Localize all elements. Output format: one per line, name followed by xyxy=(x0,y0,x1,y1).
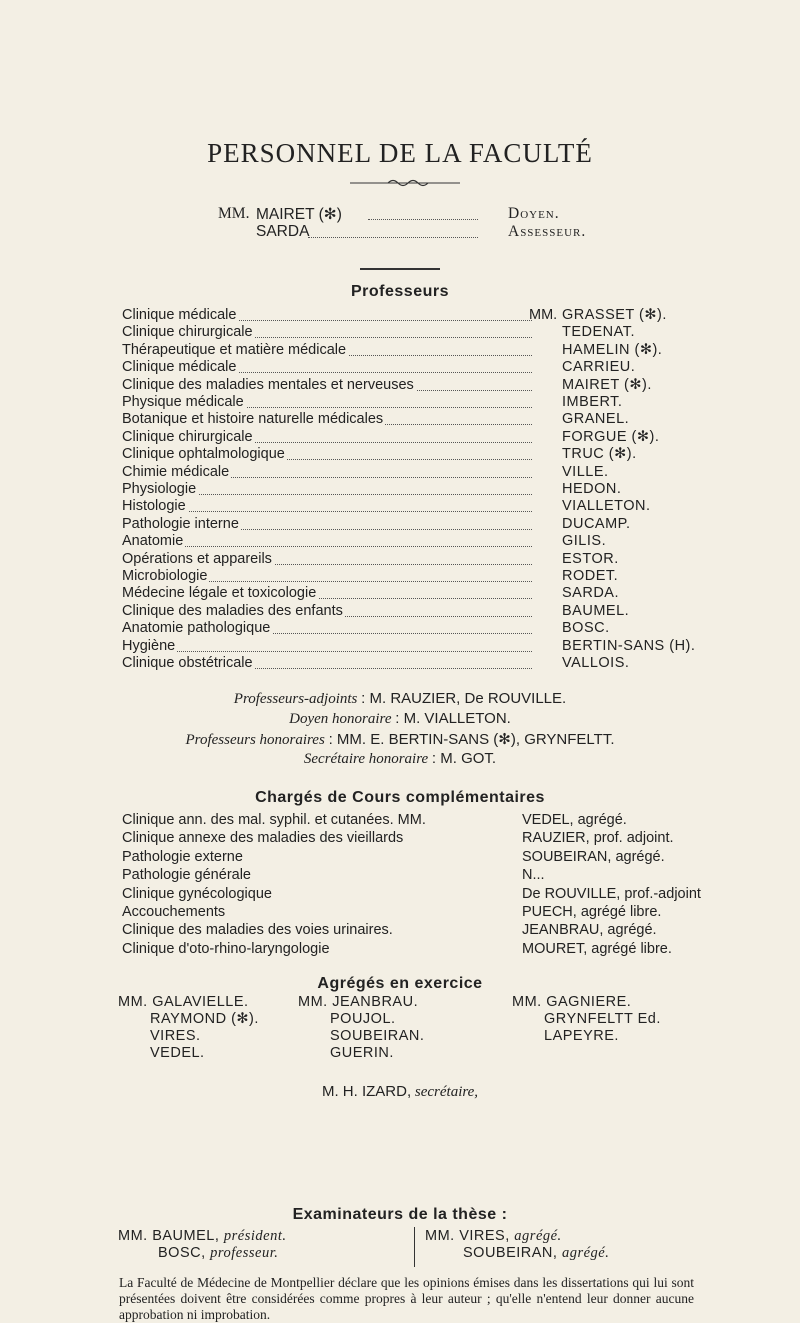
charge-row xyxy=(122,867,702,885)
assessor-role: Assesseur. xyxy=(508,223,587,240)
lecturer-name: VEDEL, agrégé. xyxy=(522,812,627,828)
professeur-row xyxy=(122,394,682,412)
charges-heading: Chargés de Cours complémentaires xyxy=(255,789,545,806)
honor-label: Secrétaire honoraire xyxy=(303,751,429,767)
examinateur-row xyxy=(425,1245,609,1262)
professor-name: ESTOR. xyxy=(562,550,619,567)
examinateurs-left xyxy=(118,1228,287,1262)
course-subject: Clinique annexe des maladies des vieillards xyxy=(122,830,404,847)
examinateur-name: MM. BAUMEL, xyxy=(118,1228,220,1244)
professor-name: GILIS. xyxy=(562,533,607,550)
charge-row xyxy=(122,904,702,922)
professeur-row xyxy=(122,568,682,586)
course-subject: Physiologie xyxy=(122,481,197,497)
examinateurs-heading: Examinateurs de la thèse : xyxy=(292,1206,508,1223)
professeur-row xyxy=(122,324,682,342)
course-subject: Botanique et histoire naturelle médicales xyxy=(122,411,384,428)
charge-row xyxy=(122,830,702,848)
professeur-row xyxy=(122,551,682,569)
charge-row xyxy=(122,922,702,940)
professeur-row xyxy=(122,359,682,377)
course-subject: Clinique ophtalmologique xyxy=(122,446,285,463)
course-subject: Clinique obstétricale xyxy=(122,655,253,671)
course-subject: Clinique des maladies des enfants xyxy=(122,602,343,619)
honor-text: : M. RAUZIER, De ROUVILLE. xyxy=(361,690,567,707)
professor-name: GRASSET (✻). xyxy=(562,307,667,323)
agrege-name: VIRES. xyxy=(150,1028,201,1044)
course-subject: Histologie xyxy=(122,498,186,515)
agreges-column-1 xyxy=(118,994,259,1062)
agrege-name: GRYNFELTT Ed. xyxy=(544,1011,661,1027)
examinateurs-divider xyxy=(414,1227,415,1267)
professor-name: HAMELIN (✻). xyxy=(562,341,663,358)
examinateur-name: MM. VIRES, xyxy=(425,1228,510,1244)
agreges-heading: Agrégés en exercice xyxy=(317,975,483,992)
dean-prefix: MM. xyxy=(218,205,250,222)
professor-name: VILLE. xyxy=(562,463,609,480)
course-subject: Clinique ann. des mal. syphil. et cutanées. MM. xyxy=(122,812,426,828)
professor-name: IMBERT. xyxy=(562,394,623,410)
professeur-row xyxy=(122,411,682,429)
professeur-row xyxy=(122,377,682,395)
examinateurs-right xyxy=(425,1228,609,1262)
assessor-name: SARDA xyxy=(256,223,310,240)
professor-name: CARRIEU. xyxy=(562,359,636,376)
course-subject: Clinique d'oto-rhino-laryngologie xyxy=(122,940,330,957)
dean-name: MAIRET (✻) xyxy=(256,206,342,223)
course-subject: Physique médicale xyxy=(122,394,244,410)
honor-line-1 xyxy=(0,690,800,708)
examinateur-role: agrégé. xyxy=(514,1228,562,1244)
agrege-name: MM. GALAVIELLE. xyxy=(118,994,249,1010)
professor-name: DUCAMP. xyxy=(562,515,631,532)
course-subject: Clinique médicale xyxy=(122,307,237,323)
course-subject: Pathologie générale xyxy=(122,867,251,884)
professeur-row xyxy=(122,516,682,534)
charge-row xyxy=(122,941,702,959)
professeur-row xyxy=(122,342,682,360)
professor-name: HEDON. xyxy=(562,481,622,497)
agrege-name: LAPEYRE. xyxy=(544,1028,619,1044)
examinateur-name: BOSC, xyxy=(158,1245,206,1261)
course-subject: Thérapeutique et matière médicale xyxy=(122,341,347,358)
page-title: PERSONNEL DE LA FACULTÉ xyxy=(207,138,593,168)
course-subject: Anatomie xyxy=(122,533,184,550)
divider-rule xyxy=(360,268,440,270)
examinateur-role: professeur. xyxy=(210,1245,279,1261)
lecturer-name: RAUZIER, prof. adjoint. xyxy=(522,830,674,847)
examinateur-row xyxy=(425,1228,609,1245)
title-ornament xyxy=(350,179,460,187)
charge-row xyxy=(122,849,702,867)
lecturer-name: SOUBEIRAN, agrégé. xyxy=(522,848,665,865)
professor-name: BAUMEL. xyxy=(562,602,630,619)
faculty-disclaimer: La Faculté de Médecine de Montpellier déclare que les opinions émises dans les dissertations qui lui sont présentées doivent être considérées comme propres à leur auteur ; qu'elle n'entend leur donner aucune approbation ni improbation. xyxy=(119,1275,694,1322)
examinateur-row xyxy=(118,1228,287,1245)
mm-prefix: MM. xyxy=(529,307,558,323)
examinateur-row xyxy=(118,1245,287,1262)
agrege-name: POUJOL. xyxy=(330,1011,396,1027)
lecturer-name: De ROUVILLE, prof.-adjoint xyxy=(522,885,701,902)
dean-row xyxy=(218,205,598,225)
leader-dots xyxy=(122,651,532,652)
course-subject: Médecine légale et toxicologie xyxy=(122,585,317,602)
charge-row xyxy=(122,812,702,830)
agrege-name: SOUBEIRAN. xyxy=(330,1028,425,1044)
secretary-line xyxy=(0,1083,800,1101)
course-subject: Clinique médicale xyxy=(122,359,237,376)
dean-role: Doyen. xyxy=(508,205,560,222)
lecturer-name: MOURET, agrégé libre. xyxy=(522,940,672,957)
honor-label: Doyen honoraire xyxy=(289,711,392,727)
examinateur-role: agrégé. xyxy=(561,1245,610,1261)
professor-name: BOSC. xyxy=(562,620,610,637)
professeur-row xyxy=(122,498,682,516)
professor-name: RODET. xyxy=(562,568,619,584)
course-subject: Pathologie externe xyxy=(122,848,243,865)
professeur-row xyxy=(122,620,682,638)
secretary-role: secrétaire, xyxy=(414,1084,479,1100)
course-subject: Opérations et appareils xyxy=(122,550,272,567)
professor-name: SARDA. xyxy=(562,585,619,602)
charge-row xyxy=(122,886,702,904)
agrege-name: GUERIN. xyxy=(330,1045,394,1061)
professeur-row xyxy=(122,481,682,499)
examinateur-role: président. xyxy=(223,1228,287,1244)
agrege-name: RAYMOND (✻). xyxy=(150,1011,259,1027)
professor-name: VALLOIS. xyxy=(562,655,630,671)
professeur-row xyxy=(122,603,682,621)
honor-label: Professeurs-adjoints xyxy=(233,691,358,707)
course-subject: Hygiène xyxy=(122,637,176,654)
professor-name: GRANEL. xyxy=(562,411,630,428)
course-subject: Accouchements xyxy=(122,904,226,920)
professeurs-heading: Professeurs xyxy=(351,283,449,300)
secretary-name: M. H. IZARD, xyxy=(321,1083,412,1100)
lecturer-name: JEANBRAU, agrégé. xyxy=(522,922,657,939)
honor-label: Professeurs honoraires xyxy=(185,732,325,748)
professeur-row xyxy=(122,429,682,447)
course-subject: Chimie médicale xyxy=(122,463,230,480)
course-subject: Clinique chirurgicale xyxy=(122,324,253,341)
professor-name: TEDENAT. xyxy=(562,324,636,341)
agrege-name: MM. JEANBRAU. xyxy=(298,994,419,1010)
dean-leader xyxy=(368,205,478,220)
course-subject: Clinique des maladies des voies urinaires. xyxy=(122,922,393,939)
assessor-row xyxy=(218,223,598,243)
professor-name: TRUC (✻). xyxy=(562,446,637,463)
honor-line-2 xyxy=(0,710,800,728)
honor-line-3 xyxy=(0,730,800,749)
lecturer-name: PUECH, agrégé libre. xyxy=(522,904,662,920)
honor-text: : M. VIALLETON. xyxy=(395,710,511,727)
lecturer-name: N... xyxy=(522,867,545,884)
course-subject: Clinique gynécologique xyxy=(122,885,272,902)
examinateur-name: SOUBEIRAN, xyxy=(463,1245,558,1261)
professeur-row xyxy=(122,464,682,482)
professor-name: VIALLETON. xyxy=(562,498,651,515)
course-subject: Clinique des maladies mentales et nerveuses xyxy=(122,376,414,393)
agreges-column-3 xyxy=(512,994,661,1045)
professor-name: BERTIN-SANS (H). xyxy=(562,637,696,654)
honor-text: : M. GOT. xyxy=(431,750,497,767)
professeur-row xyxy=(122,585,682,603)
professeur-row xyxy=(122,655,682,673)
course-subject: Clinique chirurgicale xyxy=(122,428,253,445)
professeur-row xyxy=(122,533,682,551)
assessor-leader xyxy=(308,223,478,238)
honor-text: : MM. E. BERTIN-SANS (✻), GRYNFELTT. xyxy=(328,731,615,748)
agreges-column-2 xyxy=(298,994,424,1062)
professor-name: MAIRET (✻). xyxy=(562,376,652,393)
professeur-row xyxy=(122,307,682,325)
agrege-name: MM. GAGNIERE. xyxy=(512,994,632,1010)
course-subject: Anatomie pathologique xyxy=(122,620,271,637)
professeur-row xyxy=(122,446,682,464)
course-subject: Pathologie interne xyxy=(122,515,239,532)
honor-line-4 xyxy=(0,750,800,768)
course-subject: Microbiologie xyxy=(122,568,208,584)
professor-name: FORGUE (✻). xyxy=(562,428,660,445)
professeur-row xyxy=(122,637,696,656)
agrege-name: VEDEL. xyxy=(150,1045,205,1061)
